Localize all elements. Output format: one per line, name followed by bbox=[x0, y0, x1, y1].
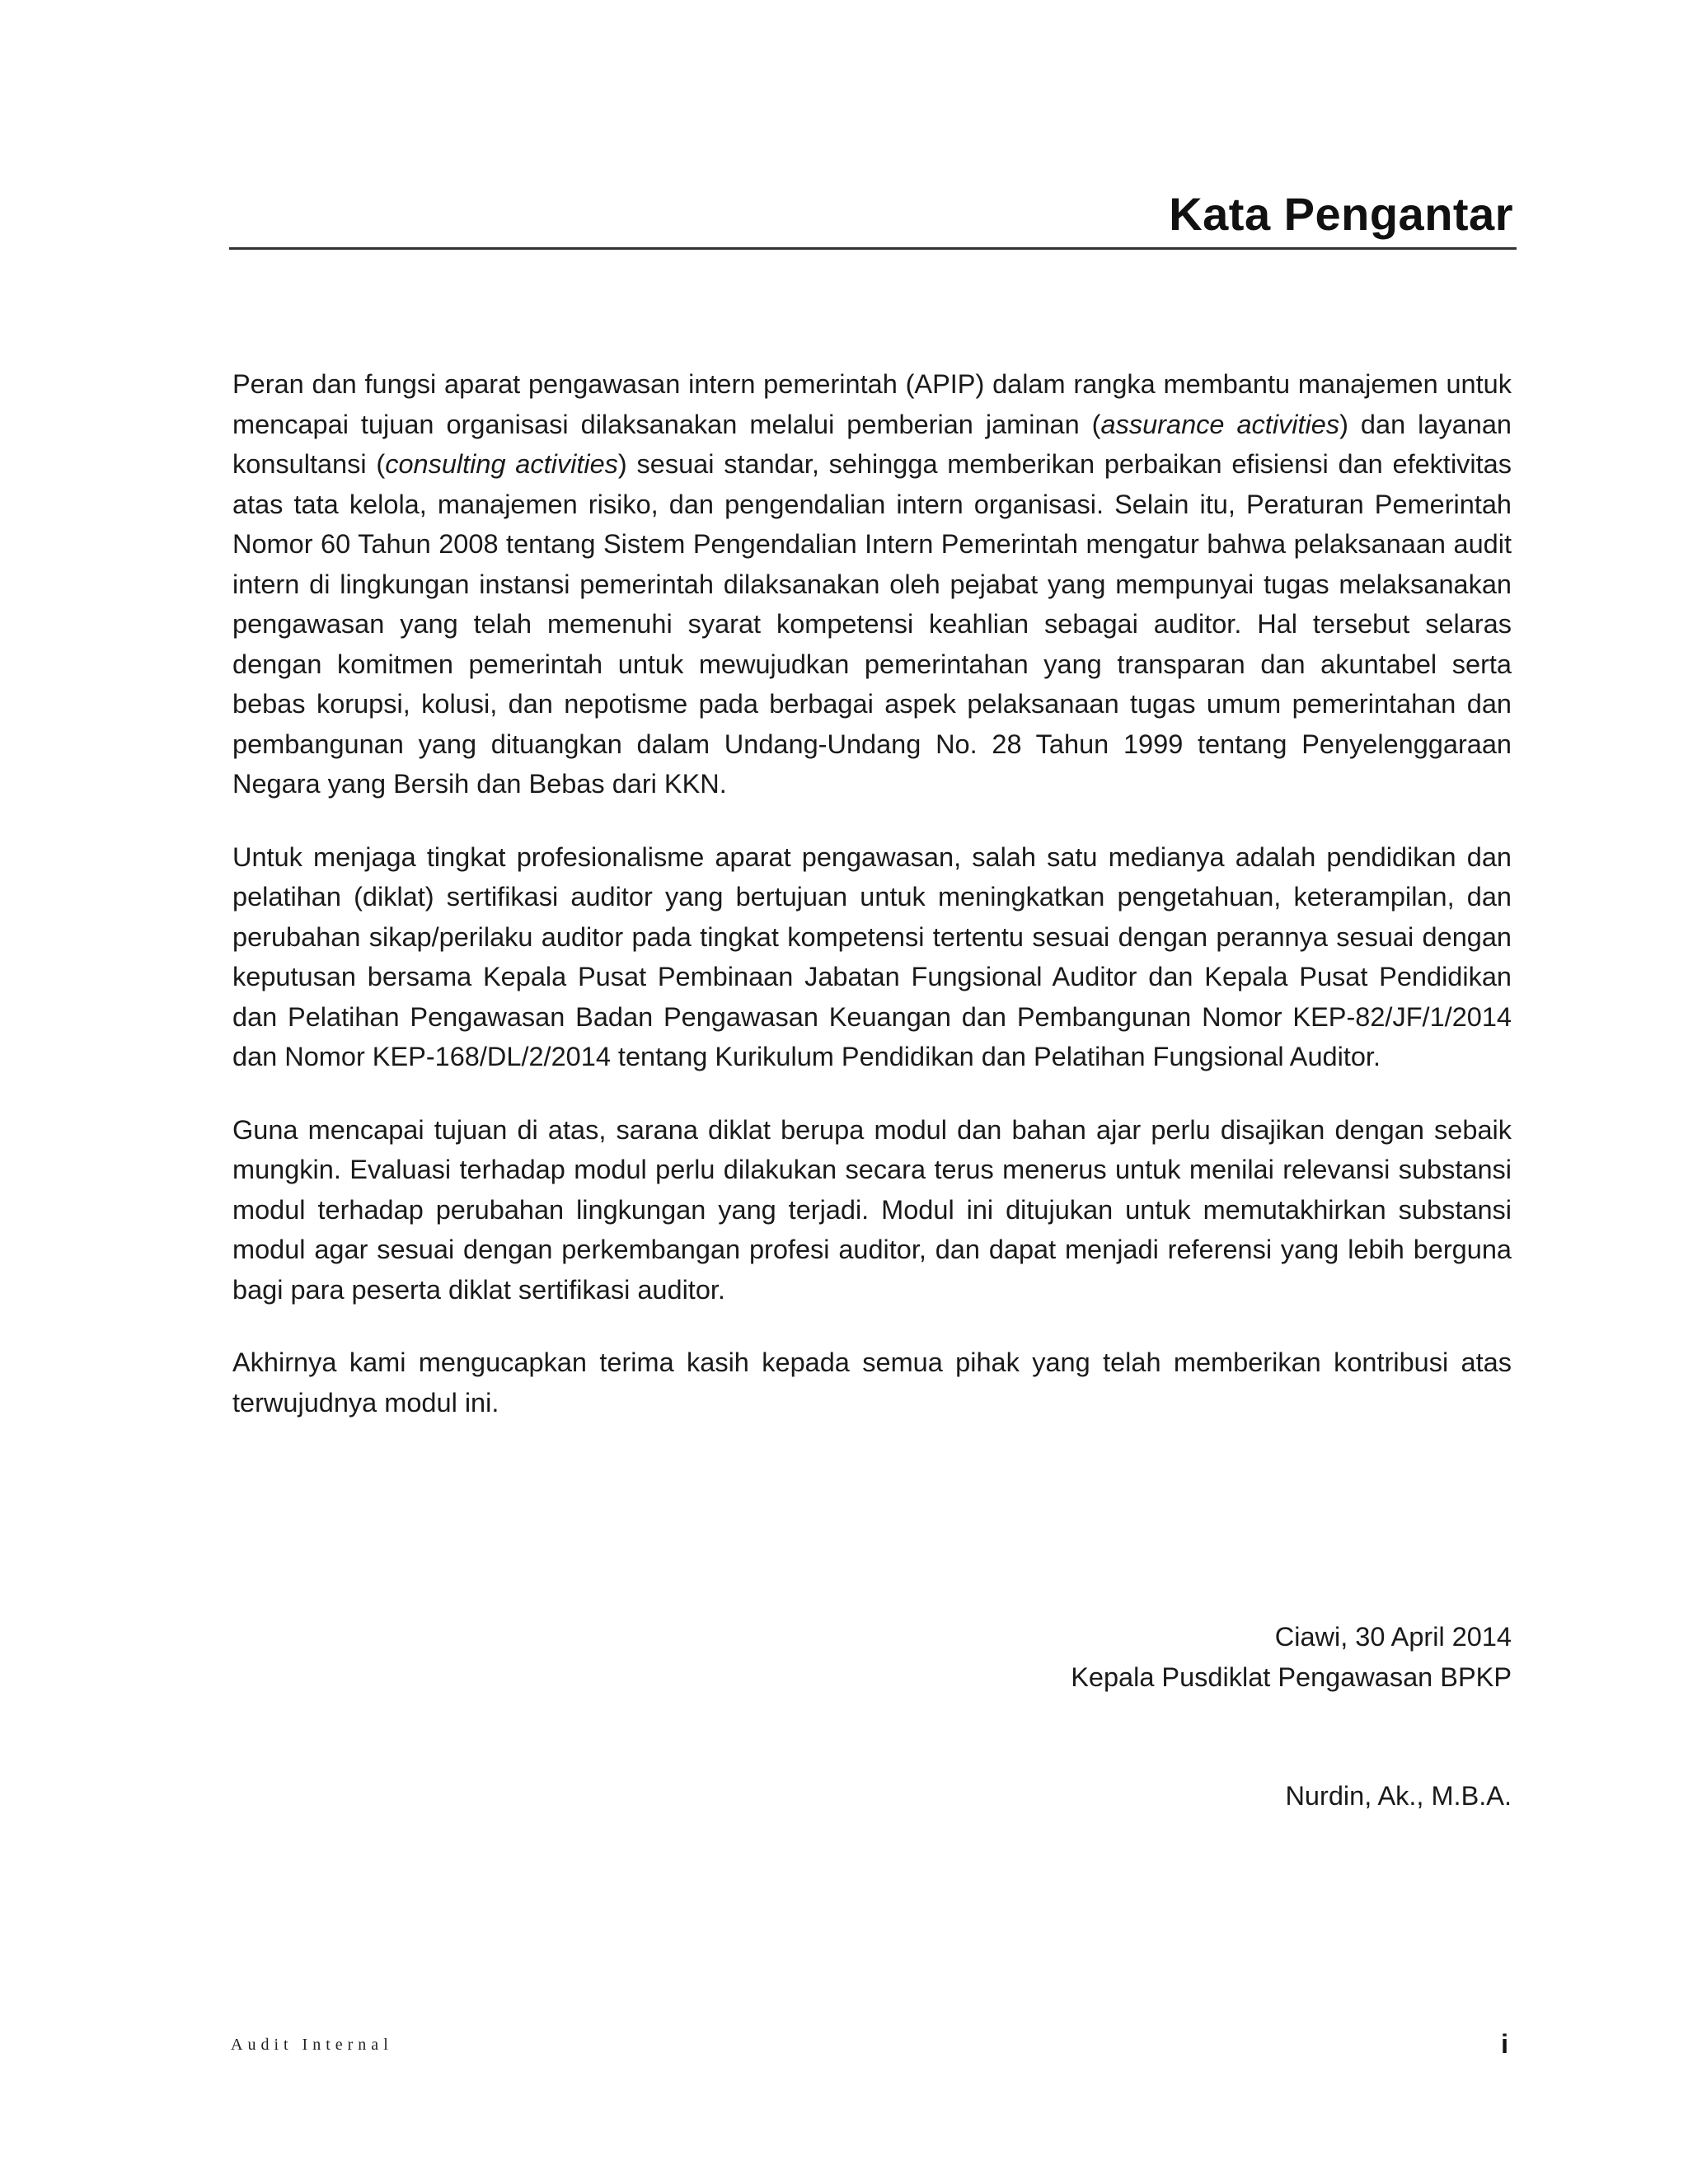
page-footer bbox=[231, 2029, 1513, 2062]
footer-document-title: Audit Internal bbox=[231, 2036, 393, 2054]
paragraph-1-italic-consulting: consulting activities bbox=[385, 449, 618, 479]
paragraph-2: Untuk menjaga tingkat profesionalisme aparat pengawasan, salah satu medianya adalah pendidikan dan pelatihan (diklat) sertifikasi auditor yang bertujuan untuk meningkatkan pengetahuan, keterampilan, dan perubahan sikap/perilaku auditor pada tingkat kompetensi tertentu sesuai dengan perannya sesuai dengan keputusan bersama Kepala Pusat Pembinaan Jabatan Fungsional Auditor dan Kepala Pusat Pendidikan dan Pelatihan Pengawasan Badan Pengawasan Keuangan dan Pembangunan Nomor KEP-82/JF/1/2014 dan Nomor KEP-168/DL/2/2014 tentang Kurikulum Pendidikan dan Pelatihan Fungsional Auditor. bbox=[232, 841, 1512, 1071]
signature-position: Kepala Pusdiklat Pengawasan BPKP bbox=[1071, 1661, 1512, 1692]
paragraph-3: Guna mencapai tujuan di atas, sarana diklat berupa modul dan bahan ajar perlu disajikan dengan sebaik mungkin. Evaluasi terhadap modul perlu dilakukan secara terus menerus untuk menilai relevansi substansi modul terhadap perubahan lingkungan yang terjadi. Modul ini ditujukan untuk memutakhirkan substansi modul agar sesuai dengan perkembangan profesi auditor, dan dapat menjadi referensi yang lebih berguna bagi para peserta diklat sertifikasi auditor. bbox=[232, 1114, 1512, 1305]
paragraph-4: Akhirnya kami mengucapkan terima kasih kepada semua pihak yang telah memberikan kontribusi atas terwujudnya modul ini. bbox=[232, 1347, 1512, 1418]
paragraph-1-italic-assurance: assurance activities bbox=[1100, 409, 1340, 439]
signature-place-date: Ciawi, 30 April 2014 bbox=[1274, 1622, 1512, 1652]
paragraph-1-text-c: ) sesuai standar, sehingga memberikan perbaikan efisiensi dan efektivitas atas tata kelola, manajemen risiko, dan pengendalian intern organisasi. Selain itu, Peraturan Pemerintah Nomor 60 Tahun 2008 tentang Sistem Pengendalian Intern Pemerintah mengatur bahwa pelaksanaan audit intern di lingkungan instansi pemerintah dilaksanakan oleh pejabat yang mempunyai tugas melaksanakan pengawasan yang telah memenuhi syarat kompetensi keahlian sebagai auditor. Hal tersebut selaras dengan komitmen pemerintah untuk mewujudkan pemerintahan yang transparan dan akuntabel serta bebas korupsi, kolusi, dan nepotisme pada berbagai aspek pelaksanaan tugas umum pemerintahan dan pembangunan yang dituangkan dalam Undang-Undang No. 28 Tahun 1999 tentang Penyelenggaraan Negara yang Bersih dan Bebas dari KKN. bbox=[232, 449, 1512, 799]
page-number: i bbox=[1501, 2029, 1508, 2059]
paragraph-1-text-a: Peran dan fungsi aparat pengawasan intern pemerintah (APIP) dalam rangka membantu manajemen untuk mencapai tujuan organisasi dilaksanakan melalui pemberian jaminan ( bbox=[232, 369, 1512, 439]
document-body bbox=[232, 364, 1512, 1455]
paragraph-1 bbox=[232, 364, 1512, 804]
paragraph-1-text-b: ) dan layanan konsultansi ( bbox=[232, 409, 1512, 479]
page-title: Kata Pengantar bbox=[1169, 188, 1513, 240]
signature-block bbox=[1071, 1617, 1512, 1816]
page-header bbox=[229, 180, 1517, 250]
signatory-name: Nurdin, Ak., M.B.A. bbox=[1285, 1781, 1512, 1811]
